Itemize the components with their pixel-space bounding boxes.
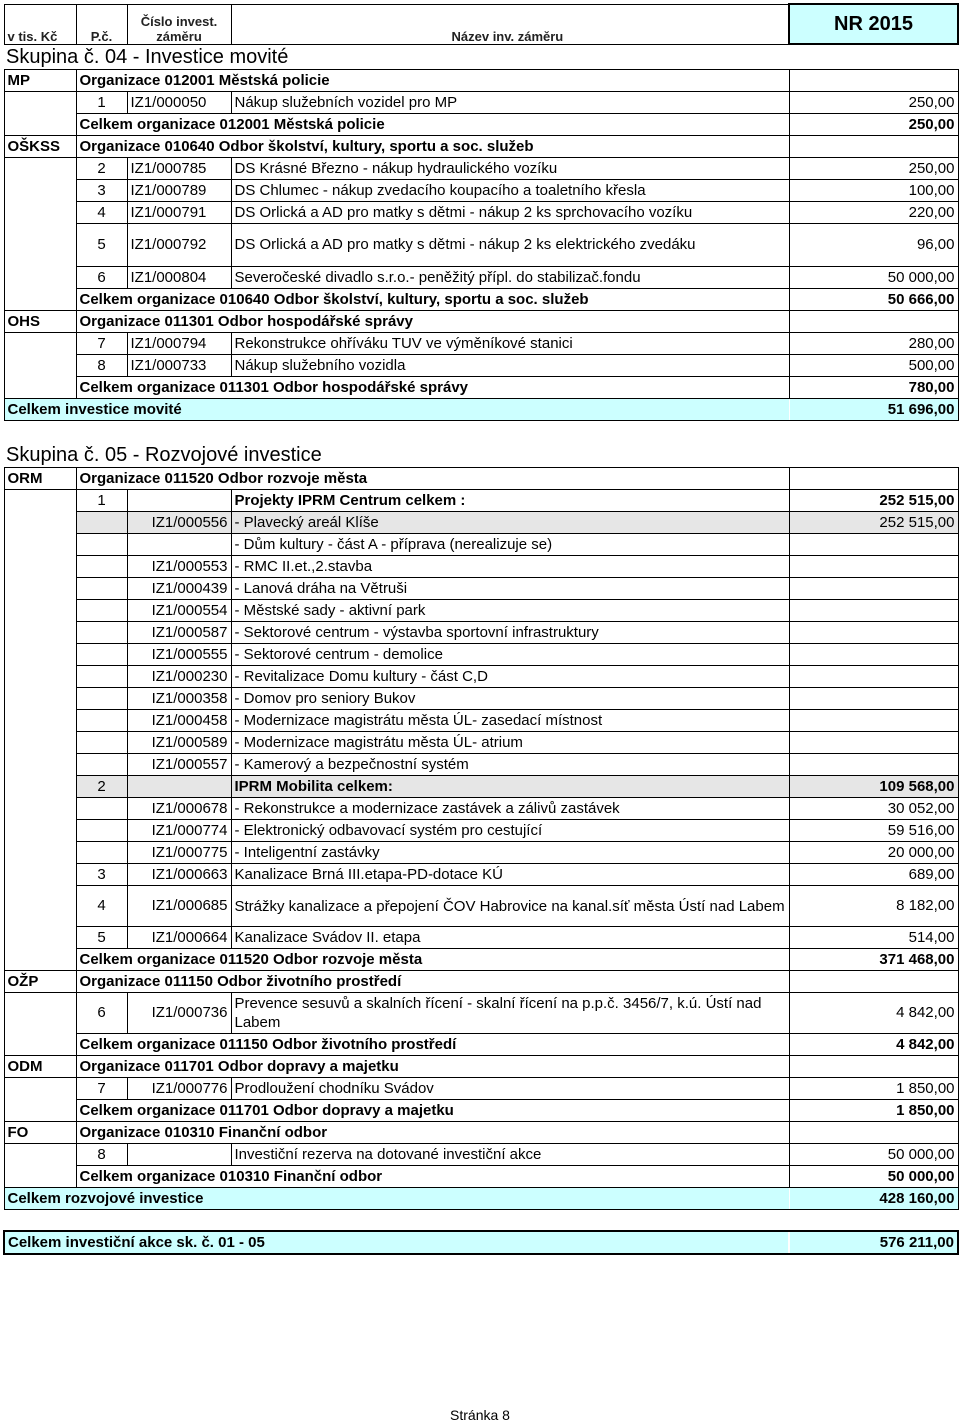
table-row: 7 IZ1/000794 Rekonstrukce ohříváku TUV ve výměníkové stanici 280,00 bbox=[4, 333, 958, 355]
table-row: 7 IZ1/000776 Prodloužení chodníku Svádov 1 850,00 bbox=[4, 1078, 958, 1100]
table-row: 3 IZ1/000663 Kanalizace Brná III.etapa-PD-dotace KÚ 689,00 bbox=[4, 864, 958, 886]
table-row: IZ1/000554 - Městské sady - aktivní park bbox=[4, 600, 958, 622]
table-row: 6 IZ1/000736 Prevence sesuvů a skalních řícení - skalní řícení na p.p.č. 3456/7, k.ú. Ústí nad Labem 4 842,00 bbox=[4, 993, 958, 1034]
iprm-row: 1 Projekty IPRM Centrum celkem : 252 515,00 bbox=[4, 490, 958, 512]
org-row: OHS Organizace 011301 Odbor hospodářské správy bbox=[4, 311, 958, 333]
org-row: ORM Organizace 011520 Odbor rozvoje města bbox=[4, 468, 958, 490]
org-total-row: Celkem organizace 011150 Odbor životního prostředí 4 842,00 bbox=[4, 1034, 958, 1056]
table-row: 1 IZ1/000050 Nákup služebních vozidel pro MP 250,00 bbox=[4, 92, 958, 114]
table-row: 2 IZ1/000785 DS Krásné Březno - nákup hydraulického vozíku 250,00 bbox=[4, 158, 958, 180]
table-row: IZ1/000555 - Sektorové centrum - demolice bbox=[4, 644, 958, 666]
group-total-label: Celkem rozvojové investice bbox=[4, 1188, 789, 1210]
page-footer: Stránka 8 bbox=[450, 1407, 510, 1423]
cislo-header: Číslo invest. záměru bbox=[127, 4, 231, 44]
table-row: IZ1/000230 - Revitalizace Domu kultury - část C,D bbox=[4, 666, 958, 688]
table-row: 6 IZ1/000804 Severočeské divadlo s.r.o.- peněžitý přípl. do stabilizač.fondu 50 000,00 bbox=[4, 267, 958, 289]
table-row: IZ1/000458 - Modernizace magistrátu města ÚL- zasedací místnost bbox=[4, 710, 958, 732]
group-total-row bbox=[4, 399, 958, 421]
table-row: 4 IZ1/000685 Strážky kanalizace a přepojení ČOV Habrovice na kanal.síť města Ústí nad Labem 8 182,00 bbox=[4, 886, 958, 927]
org-total-row: Celkem organizace 012001 Městská policie 250,00 bbox=[4, 114, 958, 136]
grand-total-value: 576 211,00 bbox=[789, 1231, 958, 1254]
org-total-row: Celkem organizace 011701 Odbor dopravy a majetku 1 850,00 bbox=[4, 1100, 958, 1122]
group-total-label: Celkem investice movité bbox=[4, 399, 789, 421]
table-row: IZ1/000587 - Sektorové centrum - výstavba sportovní infrastruktury bbox=[4, 622, 958, 644]
table-row: IZ1/000775 - Inteligentní zastávky 20 000,00 bbox=[4, 842, 958, 864]
section-title-04: Skupina č. 04 - Investice movité bbox=[6, 46, 289, 68]
org-row: OŠKSS Organizace 010640 Odbor školství, kultury, sportu a soc. služeb bbox=[4, 136, 958, 158]
table-row: IZ1/000557 - Kamerový a bezpečnostní systém bbox=[4, 754, 958, 776]
table-row: 4 IZ1/000791 DS Orlická a AD pro matky s dětmi - nákup 2 ks sprchovacího vozíku 220,00 bbox=[4, 202, 958, 224]
budget-table bbox=[3, 3, 959, 1255]
org-row: OŽP Organizace 011150 Odbor životního prostředí bbox=[4, 971, 958, 993]
section-title-row bbox=[4, 443, 958, 468]
pc-header: P.č. bbox=[76, 4, 127, 44]
table-row: 8 IZ1/000733 Nákup služebního vozidla 500,00 bbox=[4, 355, 958, 377]
unit-label: v tis. Kč bbox=[4, 4, 76, 44]
table-row: 3 IZ1/000789 DS Chlumec - nákup zvedacího koupacího a toaletního křesla 100,00 bbox=[4, 180, 958, 202]
table-row: 5 IZ1/000664 Kanalizace Svádov II. etapa 514,00 bbox=[4, 927, 958, 949]
table-row: 8 Investiční rezerva na dotované investiční akce 50 000,00 bbox=[4, 1144, 958, 1166]
org-total-row: Celkem organizace 010310 Finanční odbor 50 000,00 bbox=[4, 1166, 958, 1188]
header-row bbox=[4, 4, 958, 44]
table-row: IZ1/000589 - Modernizace magistrátu města ÚL- atrium bbox=[4, 732, 958, 754]
org-total-row: Celkem organizace 011520 Odbor rozvoje města 371 468,00 bbox=[4, 949, 958, 971]
grand-total-label: Celkem investiční akce sk. č. 01 - 05 bbox=[4, 1231, 789, 1254]
org-row bbox=[4, 70, 958, 92]
org-row: FO Organizace 010310 Finanční odbor bbox=[4, 1122, 958, 1144]
org-title: Organizace 012001 Městská policie bbox=[76, 70, 789, 92]
group-total-value: 428 160,00 bbox=[789, 1188, 958, 1210]
table-row: IZ1/000439 - Lanová dráha na Větruši bbox=[4, 578, 958, 600]
table-row: IZ1/000553 - RMC II.et.,2.stavba bbox=[4, 556, 958, 578]
nr-header: NR 2015 bbox=[789, 4, 958, 44]
table-row: - Dům kultury - část A - příprava (nerealizuje se) bbox=[4, 534, 958, 556]
org-row: ODM Organizace 011701 Odbor dopravy a majetku bbox=[4, 1056, 958, 1078]
section-title-row bbox=[4, 44, 958, 70]
grand-total-row bbox=[4, 1231, 958, 1254]
org-total-row: Celkem organizace 010640 Odbor školství, kultury, sportu a soc. služeb 50 666,00 bbox=[4, 289, 958, 311]
table-row: IZ1/000678 - Rekonstrukce a modernizace zastávek a zálivů zastávek 30 052,00 bbox=[4, 798, 958, 820]
mobility-row: 2 IPRM Mobilita celkem: 109 568,00 bbox=[4, 776, 958, 798]
table-row: IZ1/000358 - Domov pro seniory Bukov bbox=[4, 688, 958, 710]
table-row: IZ1/000774 - Elektronický odbavovací systém pro cestující 59 516,00 bbox=[4, 820, 958, 842]
table-row: IZ1/000556 - Plavecký areál Klíše 252 515,00 bbox=[4, 512, 958, 534]
org-total-row: Celkem organizace 011301 Odbor hospodářské správy 780,00 bbox=[4, 377, 958, 399]
section-title-05: Skupina č. 05 - Rozvojové investice bbox=[6, 444, 322, 466]
nazev-header: Název inv. záměru bbox=[231, 4, 789, 44]
org-code: MP bbox=[4, 70, 76, 92]
group-total-value: 51 696,00 bbox=[789, 399, 958, 421]
table-row: 5 IZ1/000792 DS Orlická a AD pro matky s dětmi - nákup 2 ks elektrického zvedáku 96,00 bbox=[4, 224, 958, 267]
budget-sheet bbox=[3, 3, 957, 1255]
group-total-row bbox=[4, 1188, 958, 1210]
